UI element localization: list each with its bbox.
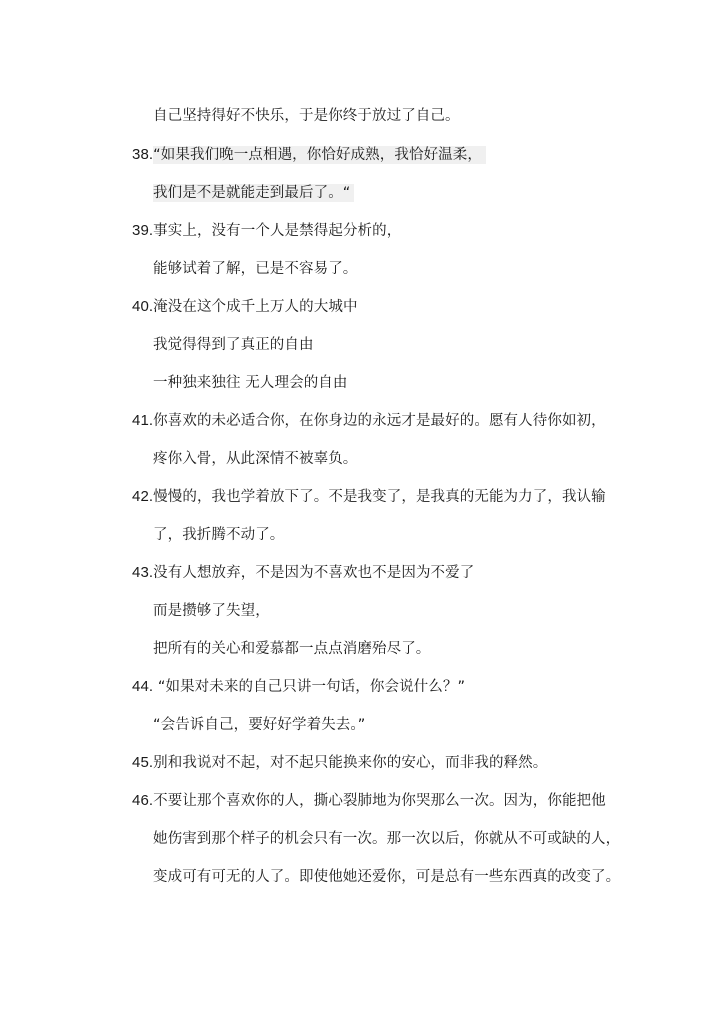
line-text: “如果对未来的自己只讲一句话，你会说什么？” — [153, 679, 466, 695]
item-number: 42. — [132, 488, 154, 505]
list-item-38 — [132, 145, 486, 165]
list-item-46 — [132, 791, 606, 811]
line-text: 她伤害到那个样子的机会只有一次。那一次以后，你就从不可或缺的人， — [153, 831, 621, 847]
line-text: 把所有的关心和爱慕都一点点消磨殆尽了。 — [153, 641, 431, 657]
line-text: 变成可有可无的人了。即使他她还爱你，可是总有一些东西真的改变了。 — [153, 869, 621, 885]
text-line — [153, 601, 270, 621]
line-text: 自己坚持得好不快乐，于是你终于放过了自己。 — [153, 108, 460, 124]
list-item-45 — [132, 753, 547, 773]
list-item-40 — [132, 297, 358, 317]
item-number: 44. — [132, 678, 154, 695]
text-line — [153, 373, 348, 393]
text-line — [153, 335, 314, 355]
item-number: 39. — [132, 222, 154, 239]
list-item-41 — [132, 411, 606, 431]
line-text: 淹没在这个成千上万人的大城中 — [153, 299, 358, 315]
text-line — [153, 867, 620, 887]
highlighted-text: 我们是不是就能走到最后了。“ — [153, 184, 354, 202]
line-text: 没有人想放弃，不是因为不喜欢也不是因为不爱了 — [153, 565, 475, 581]
line-text: 你喜欢的未必适合你，在你身边的永远才是最好的。愿有人待你如初， — [153, 413, 606, 429]
item-number: 41. — [132, 412, 154, 429]
line-text: 不要让那个喜欢你的人，撕心裂肺地为你哭那么一次。因为，你能把他 — [153, 793, 606, 809]
list-item-42 — [132, 487, 606, 507]
text-line — [153, 449, 357, 469]
highlighted-text: “如果我们晚一点相遇，你恰好成熟，我恰好温柔， — [153, 146, 486, 164]
item-number: 43. — [132, 564, 154, 581]
item-number: 46. — [132, 792, 154, 809]
text-line — [153, 829, 620, 849]
line-text: 我觉得得到了真正的自由 — [153, 337, 314, 353]
list-item-39 — [132, 221, 401, 241]
item-number: 38. — [132, 146, 154, 163]
line-text: 慢慢的，我也学着放下了。不是我变了，是我真的无能为力了，我认输 — [153, 489, 606, 505]
line-text: “会告诉自己，要好好学着失去。” — [153, 717, 366, 733]
text-line — [153, 639, 430, 659]
line-text: 事实上，没有一个人是禁得起分析的， — [153, 223, 402, 239]
line-text: 别和我说对不起，对不起只能换来你的安心，而非我的释然。 — [153, 755, 548, 771]
text-line — [153, 183, 354, 203]
item-number: 45. — [132, 754, 154, 771]
line-text: 疼你入骨，从此深情不被辜负。 — [153, 451, 358, 467]
text-line — [153, 106, 460, 126]
line-text: 能够试着了解，已是不容易了。 — [153, 261, 358, 277]
line-text: 一种独来独往 无人理会的自由 — [153, 375, 348, 391]
line-text: 而是攒够了失望， — [153, 603, 270, 619]
text-line — [153, 715, 365, 735]
line-text: 了，我折腾不动了。 — [153, 527, 285, 543]
item-number: 40. — [132, 298, 154, 315]
text-line — [153, 259, 357, 279]
text-line — [153, 525, 284, 545]
list-item-43 — [132, 563, 474, 583]
list-item-44 — [132, 677, 465, 697]
